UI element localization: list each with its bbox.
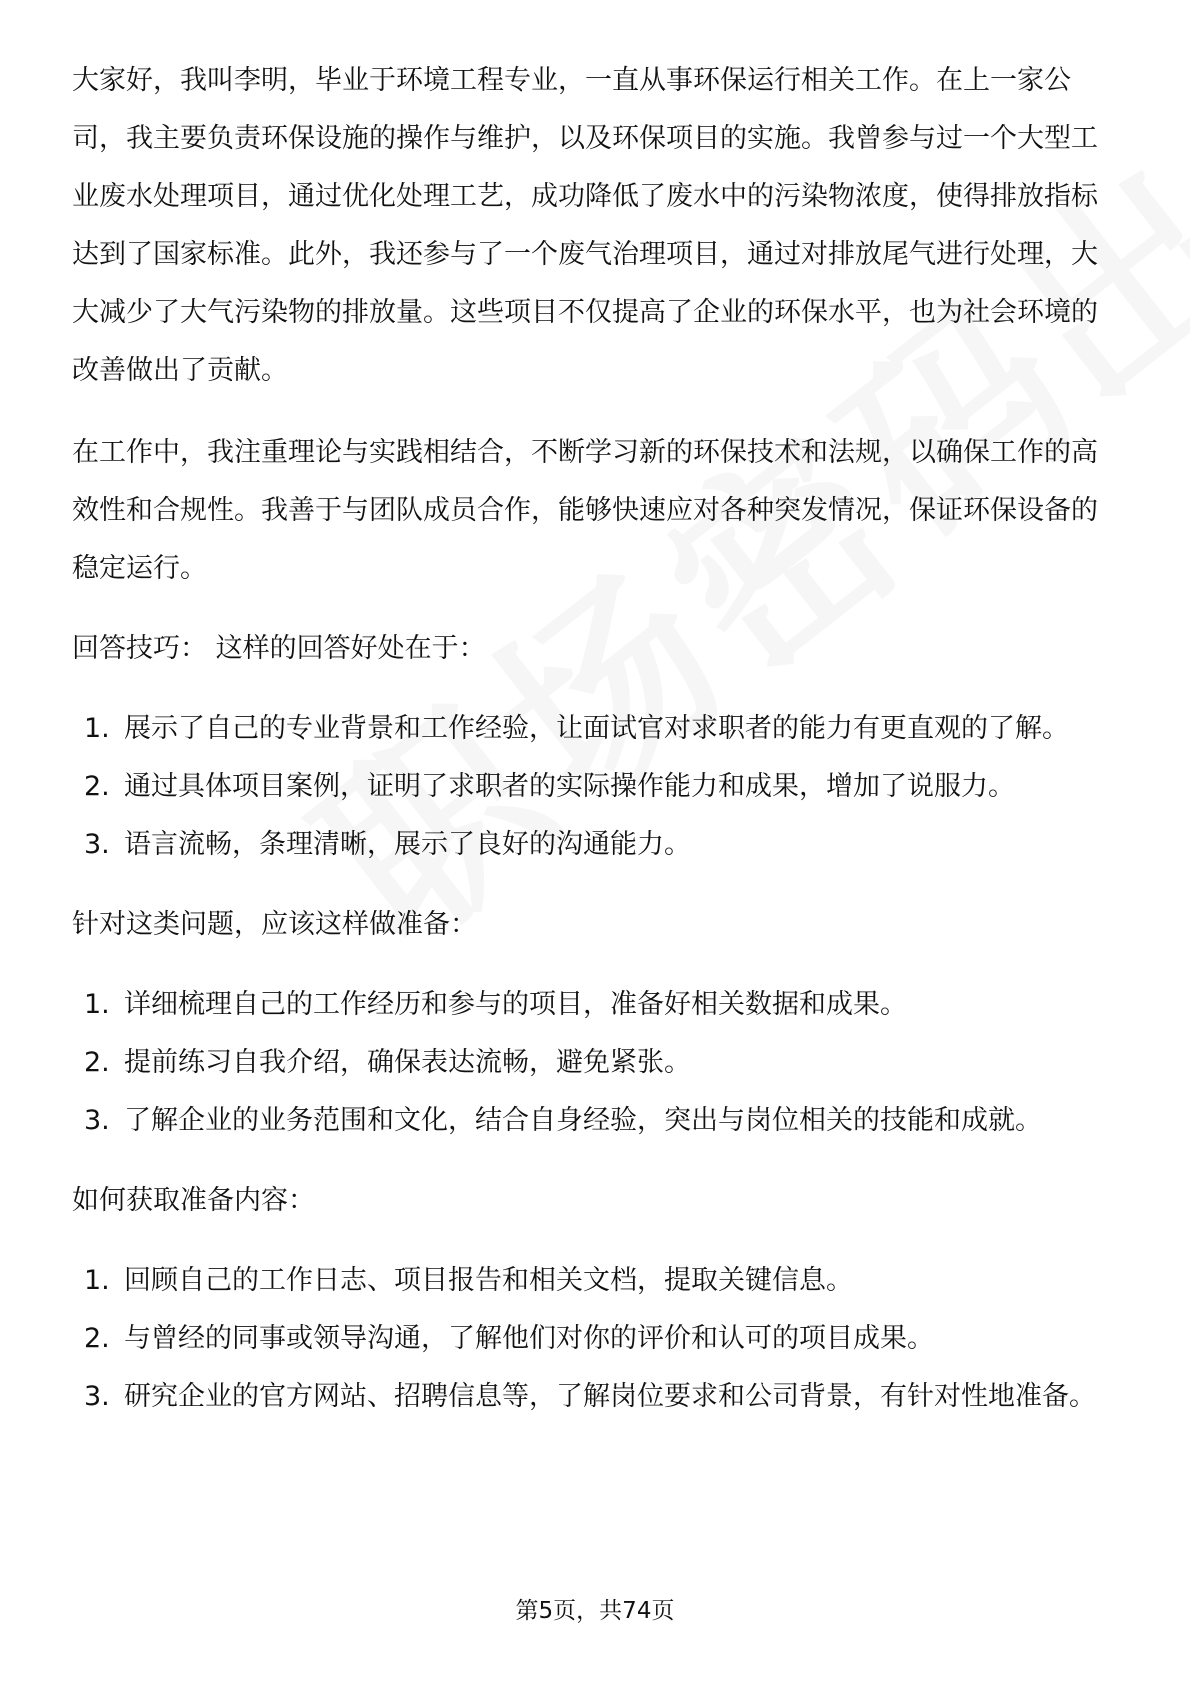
list-item <box>72 976 1118 1034</box>
list-item <box>72 700 1118 758</box>
list-number: 2. <box>84 1323 110 1354</box>
list-item-text: 通过具体项目案例，证明了求职者的实际操作能力和成果，增加了说服力。 <box>124 771 1015 802</box>
list-item <box>72 1034 1118 1092</box>
list-item <box>72 816 1118 874</box>
list-number: 1. <box>84 713 110 744</box>
list-number: 3. <box>84 1105 110 1136</box>
list-item-text: 提前练习自我介绍，确保表达流畅，避免紧张。 <box>124 1047 691 1078</box>
document-body <box>72 52 1118 1448</box>
list-item-text: 与曾经的同事或领导沟通，了解他们对你的评价和认可的项目成果。 <box>124 1323 934 1354</box>
list-item <box>72 1310 1118 1368</box>
list-item-text: 回顾自己的工作日志、项目报告和相关文档，提取关键信息。 <box>124 1265 853 1296</box>
list-number: 3. <box>84 1381 110 1412</box>
list-number: 2. <box>84 1047 110 1078</box>
intro-paragraph: 大家好，我叫李明，毕业于环境工程专业，一直从事环保运行相关工作。在上一家公司，我主要负责环保设施的操作与维护，以及环保项目的实施。我曾参与过一个大型工业废水处理项目，通过优化处理工艺，成功降低了废水中的污染物浓度，使得排放指标达到了国家标准。此外，我还参与了一个废气治理项目，通过对排放尾气进行处理，大大减少了大气污染物的排放量。这些项目不仅提高了企业的环保水平，也为社会环境的改善做出了贡献。 <box>72 65 1098 386</box>
list-number: 1. <box>84 989 110 1020</box>
sources-list <box>72 1252 1118 1426</box>
list-item-text: 研究企业的官方网站、招聘信息等，了解岗位要求和公司背景，有针对性地准备。 <box>124 1381 1096 1412</box>
sources-heading: 如何获取准备内容： <box>72 1185 315 1216</box>
list-item <box>72 1092 1118 1150</box>
list-item-text: 详细梳理自己的工作经历和参与的项目，准备好相关数据和成果。 <box>124 989 907 1020</box>
page-footer <box>0 1592 1190 1625</box>
list-item <box>72 1368 1118 1426</box>
list-number: 2. <box>84 771 110 802</box>
tips-heading: 回答技巧： 这样的回答好处在于： <box>72 633 486 664</box>
page-number: 第5页，共74页 <box>515 1598 675 1624</box>
tips-list <box>72 700 1118 874</box>
list-number: 1. <box>84 1265 110 1296</box>
prepare-list <box>72 976 1118 1150</box>
prepare-heading: 针对这类问题，应该这样做准备： <box>72 909 477 940</box>
list-number: 3. <box>84 829 110 860</box>
list-item <box>72 1252 1118 1310</box>
list-item <box>72 758 1118 816</box>
work-style-paragraph: 在工作中，我注重理论与实践相结合，不断学习新的环保技术和法规，以确保工作的高效性和合规性。我善于与团队成员合作，能够快速应对各种突发情况，保证环保设备的稳定运行。 <box>72 437 1098 584</box>
list-item-text: 了解企业的业务范围和文化，结合自身经验，突出与岗位相关的技能和成就。 <box>124 1105 1042 1136</box>
list-item-text: 展示了自己的专业背景和工作经验，让面试官对求职者的能力有更直观的了解。 <box>124 713 1069 744</box>
list-item-text: 语言流畅，条理清晰，展示了良好的沟通能力。 <box>124 829 691 860</box>
